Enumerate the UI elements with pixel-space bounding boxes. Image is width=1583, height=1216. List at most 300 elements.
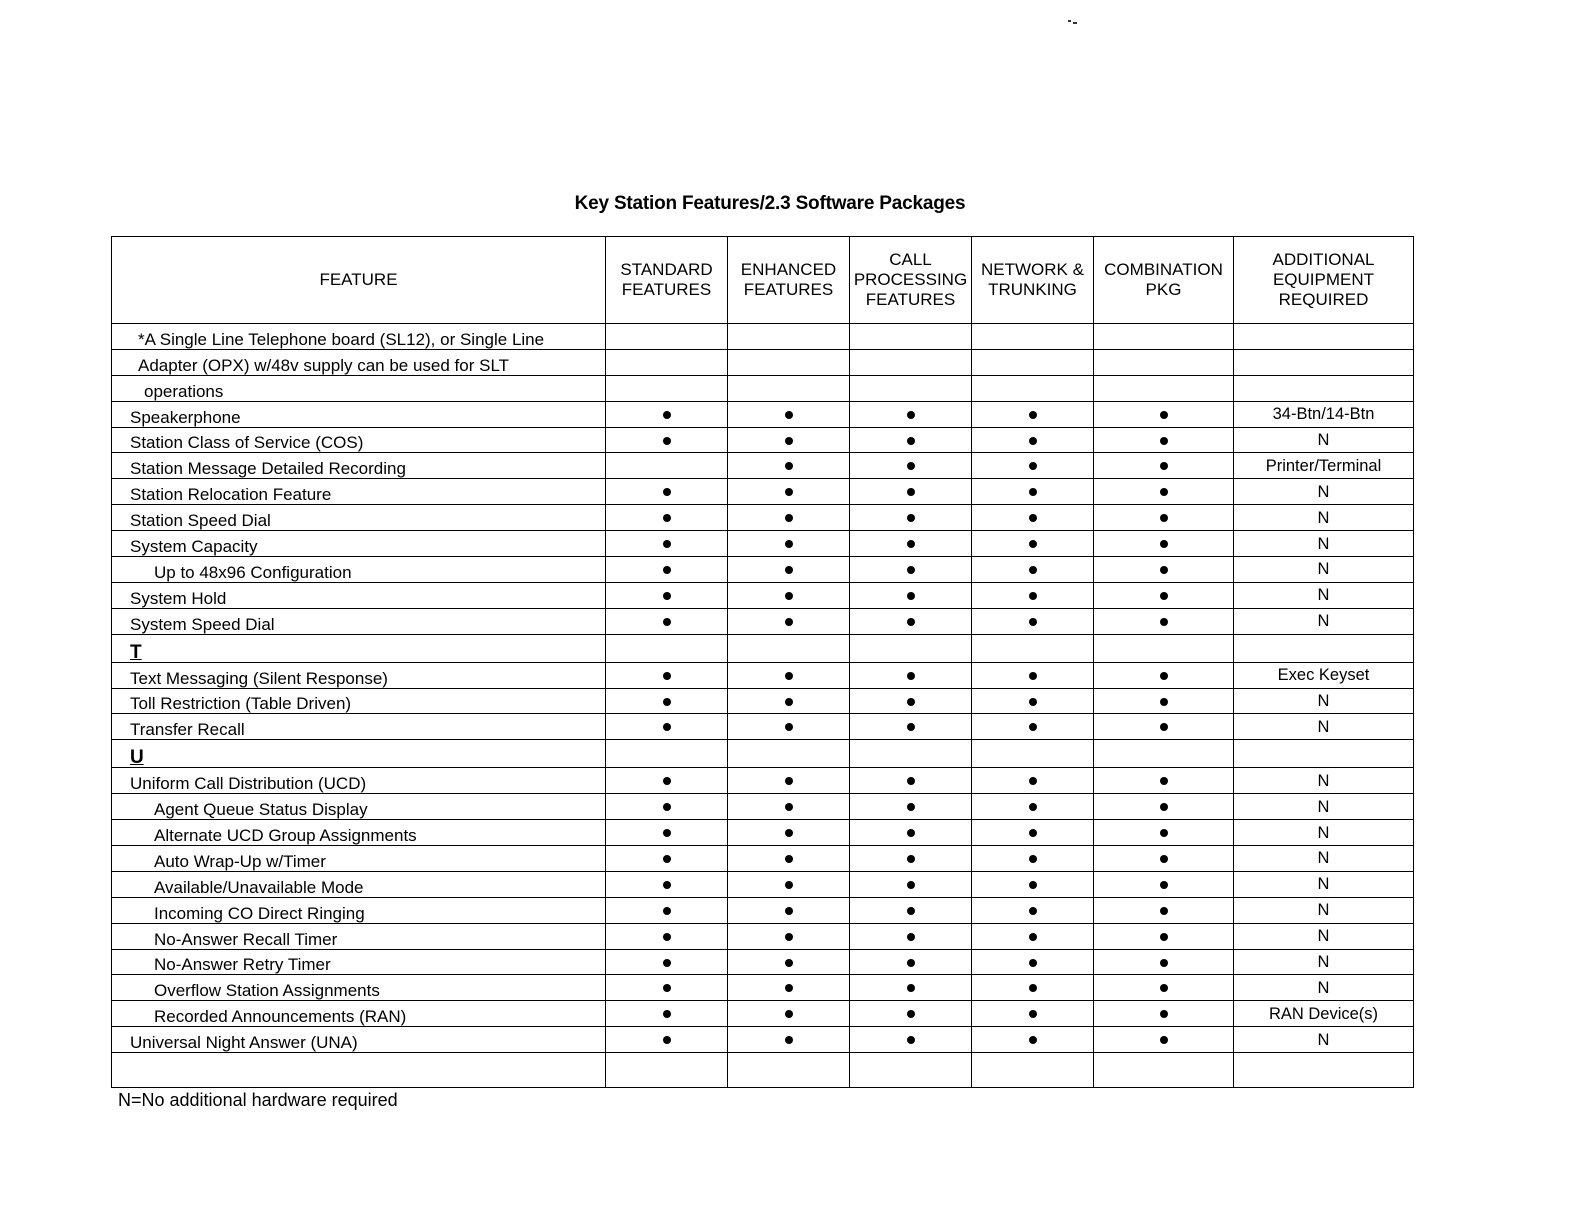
bullet-icon	[663, 540, 671, 548]
mark-cell-call	[850, 505, 972, 531]
empty-cell	[1234, 634, 1414, 662]
bullet-icon	[907, 411, 915, 419]
bullet-icon	[1160, 959, 1168, 967]
bullet-icon	[1029, 959, 1037, 967]
bullet-icon	[785, 618, 793, 626]
mark-cell-network	[972, 479, 1094, 505]
header-row	[112, 237, 1414, 324]
feature-row	[112, 531, 1414, 557]
equipment-required: N	[1234, 846, 1414, 872]
empty-cell	[850, 634, 972, 662]
bullet-icon	[785, 829, 793, 837]
mark-cell-network	[972, 768, 1094, 794]
mark-cell-combination	[1094, 479, 1234, 505]
mark-cell-network	[972, 949, 1094, 975]
mark-cell-network	[972, 923, 1094, 949]
mark-cell-network	[972, 794, 1094, 820]
feature-row	[112, 557, 1414, 583]
mark-cell-call	[850, 531, 972, 557]
bullet-icon	[907, 984, 915, 992]
bullet-icon	[785, 514, 793, 522]
mark-cell-combination	[1094, 531, 1234, 557]
mark-cell-combination	[1094, 768, 1234, 794]
feature-name: System Capacity	[112, 531, 606, 557]
bullet-icon	[785, 777, 793, 785]
mark-cell-call	[850, 427, 972, 453]
mark-cell-standard	[606, 427, 728, 453]
empty-cell	[972, 375, 1094, 401]
empty-cell	[606, 1053, 728, 1088]
bullet-icon	[785, 462, 793, 470]
empty-cell	[972, 349, 1094, 375]
mark-cell-call	[850, 794, 972, 820]
bullet-icon	[907, 803, 915, 811]
note-row	[112, 324, 1414, 350]
mark-cell-standard	[606, 820, 728, 846]
bullet-icon	[907, 907, 915, 915]
feature-name: No-Answer Retry Timer	[112, 949, 606, 975]
mark-cell-standard	[606, 846, 728, 872]
mark-cell-standard	[606, 1001, 728, 1027]
header-enhanced-line-2: FEATURES	[743, 280, 834, 299]
empty-cell	[972, 1053, 1094, 1088]
bullet-icon	[1160, 933, 1168, 941]
bullet-icon	[907, 959, 915, 967]
feature-name: Available/Unavailable Mode	[112, 871, 606, 897]
empty-cell	[850, 375, 972, 401]
equipment-required: N	[1234, 923, 1414, 949]
empty-cell	[1234, 375, 1414, 401]
header-call-processing	[850, 237, 972, 324]
empty-cell	[972, 634, 1094, 662]
feature-row	[112, 794, 1414, 820]
mark-cell-combination	[1094, 794, 1234, 820]
note-line-2: Adapter (OPX) w/48v supply can be used for SLT	[112, 349, 606, 375]
mark-cell-enhanced	[728, 401, 850, 427]
bullet-icon	[785, 984, 793, 992]
feature-row	[112, 975, 1414, 1001]
mark-cell-combination	[1094, 1001, 1234, 1027]
equipment-required: N	[1234, 505, 1414, 531]
bullet-icon	[1029, 777, 1037, 785]
mark-cell-network	[972, 871, 1094, 897]
feature-name: Universal Night Answer (UNA)	[112, 1027, 606, 1053]
bullet-icon	[1160, 907, 1168, 915]
bullet-icon	[663, 1036, 671, 1044]
feature-name: Alternate UCD Group Assignments	[112, 820, 606, 846]
mark-cell-call	[850, 1001, 972, 1027]
feature-name: Station Relocation Feature	[112, 479, 606, 505]
mark-cell-network	[972, 401, 1094, 427]
equipment-required: N	[1234, 531, 1414, 557]
bullet-icon	[907, 488, 915, 496]
header-enhanced-line-1: ENHANCED	[740, 260, 837, 279]
mark-cell-network	[972, 505, 1094, 531]
equipment-required: N	[1234, 975, 1414, 1001]
bullet-icon	[1029, 855, 1037, 863]
feature-name: Auto Wrap-Up w/Timer	[112, 846, 606, 872]
header-enhanced	[728, 237, 850, 324]
bullet-icon	[785, 1010, 793, 1018]
empty-cell	[1234, 349, 1414, 375]
mark-cell-standard	[606, 662, 728, 688]
bullet-icon	[1029, 698, 1037, 706]
header-network-trunking	[972, 237, 1094, 324]
bullet-icon	[785, 540, 793, 548]
mark-cell-call	[850, 846, 972, 872]
mark-cell-standard	[606, 714, 728, 740]
bullet-icon	[1029, 411, 1037, 419]
header-standard	[606, 237, 728, 324]
mark-cell-network	[972, 975, 1094, 1001]
mark-cell-enhanced	[728, 479, 850, 505]
feature-name: Uniform Call Distribution (UCD)	[112, 768, 606, 794]
empty-cell	[606, 634, 728, 662]
section-letter-row	[112, 740, 1414, 768]
equipment-required: N	[1234, 688, 1414, 714]
bullet-icon	[1029, 437, 1037, 445]
bullet-icon	[663, 592, 671, 600]
empty-cell	[728, 634, 850, 662]
mark-cell-combination	[1094, 401, 1234, 427]
mark-cell-enhanced	[728, 871, 850, 897]
mark-cell-combination	[1094, 662, 1234, 688]
mark-cell-combination	[1094, 975, 1234, 1001]
bullet-icon	[663, 514, 671, 522]
footnote: N=No additional hardware required	[118, 1090, 398, 1110]
bullet-icon	[1160, 672, 1168, 680]
equipment-required: N	[1234, 871, 1414, 897]
bullet-icon	[663, 984, 671, 992]
feature-name: Text Messaging (Silent Response)	[112, 662, 606, 688]
section-letter-row	[112, 634, 1414, 662]
empty-cell	[606, 375, 728, 401]
mark-cell-combination	[1094, 557, 1234, 583]
bullet-icon	[907, 514, 915, 522]
mark-cell-network	[972, 453, 1094, 479]
bullet-icon	[1029, 672, 1037, 680]
mark-cell-enhanced	[728, 427, 850, 453]
mark-cell-enhanced	[728, 453, 850, 479]
bullet-icon	[663, 437, 671, 445]
mark-cell-call	[850, 453, 972, 479]
bullet-icon	[663, 723, 671, 731]
feature-matrix-table	[111, 236, 1414, 1088]
bullet-icon	[785, 959, 793, 967]
mark-cell-combination	[1094, 453, 1234, 479]
empty-cell	[1094, 324, 1234, 350]
bullet-icon	[1160, 803, 1168, 811]
bullet-icon	[785, 933, 793, 941]
mark-cell-call	[850, 975, 972, 1001]
mark-cell-network	[972, 820, 1094, 846]
bullet-icon	[907, 855, 915, 863]
bullet-icon	[1029, 618, 1037, 626]
empty-cell	[1234, 324, 1414, 350]
bullet-icon	[1160, 618, 1168, 626]
mark-cell-call	[850, 949, 972, 975]
mark-cell-combination	[1094, 897, 1234, 923]
mark-cell-standard	[606, 479, 728, 505]
bullet-icon	[1029, 462, 1037, 470]
equipment-required: N	[1234, 768, 1414, 794]
bullet-icon	[785, 672, 793, 680]
bullet-icon	[1160, 566, 1168, 574]
bullet-icon	[785, 411, 793, 419]
mark-cell-network	[972, 427, 1094, 453]
bullet-icon	[907, 723, 915, 731]
mark-cell-enhanced	[728, 794, 850, 820]
feature-row	[112, 1001, 1414, 1027]
mark-cell-enhanced	[728, 582, 850, 608]
bullet-icon	[663, 566, 671, 574]
bullet-icon	[1029, 566, 1037, 574]
bullet-icon	[663, 959, 671, 967]
header-additional-line-1: ADDITIONAL	[1272, 250, 1375, 269]
feature-name: Incoming CO Direct Ringing	[112, 897, 606, 923]
empty-cell	[728, 375, 850, 401]
mark-cell-standard	[606, 897, 728, 923]
mark-cell-call	[850, 401, 972, 427]
feature-row	[112, 820, 1414, 846]
bullet-icon	[785, 592, 793, 600]
mark-cell-combination	[1094, 949, 1234, 975]
feature-row	[112, 505, 1414, 531]
mark-cell-call	[850, 479, 972, 505]
equipment-required: RAN Device(s)	[1234, 1001, 1414, 1027]
bullet-icon	[663, 618, 671, 626]
mark-cell-standard	[606, 557, 728, 583]
feature-row	[112, 897, 1414, 923]
bullet-icon	[1029, 933, 1037, 941]
bullet-icon	[663, 488, 671, 496]
feature-name: System Hold	[112, 582, 606, 608]
bullet-icon	[1160, 411, 1168, 419]
feature-row	[112, 608, 1414, 634]
bullet-icon	[785, 566, 793, 574]
bullet-icon	[907, 698, 915, 706]
mark-cell-enhanced	[728, 608, 850, 634]
feature-name: Station Message Detailed Recording	[112, 453, 606, 479]
empty-cell	[1094, 740, 1234, 768]
feature-row	[112, 714, 1414, 740]
mark-cell-call	[850, 871, 972, 897]
mark-cell-standard	[606, 923, 728, 949]
mark-cell-network	[972, 897, 1094, 923]
feature-row	[112, 479, 1414, 505]
empty-cell	[972, 740, 1094, 768]
bullet-icon	[1029, 907, 1037, 915]
bullet-icon	[907, 437, 915, 445]
bullet-icon	[1160, 514, 1168, 522]
bullet-icon	[907, 592, 915, 600]
page-title: Key Station Features/2.3 Software Packages	[574, 193, 966, 214]
bullet-icon	[1160, 723, 1168, 731]
bullet-icon	[1029, 514, 1037, 522]
mark-cell-combination	[1094, 582, 1234, 608]
empty-cell	[850, 324, 972, 350]
feature-row	[112, 582, 1414, 608]
empty-cell	[112, 1053, 606, 1088]
mark-cell-standard	[606, 794, 728, 820]
mark-cell-standard	[606, 505, 728, 531]
bullet-icon	[1029, 592, 1037, 600]
bullet-icon	[785, 881, 793, 889]
bullet-icon	[1160, 592, 1168, 600]
mark-cell-enhanced	[728, 846, 850, 872]
feature-name: Agent Queue Status Display	[112, 794, 606, 820]
empty-cell	[728, 349, 850, 375]
mark-cell-call	[850, 662, 972, 688]
header-combination-line-2: PKG	[1145, 280, 1182, 299]
mark-cell-standard	[606, 608, 728, 634]
matrix-body	[112, 324, 1414, 1088]
mark-cell-standard	[606, 1027, 728, 1053]
mark-cell-call	[850, 820, 972, 846]
mark-cell-call	[850, 582, 972, 608]
bullet-icon	[663, 855, 671, 863]
feature-row	[112, 923, 1414, 949]
mark-cell-enhanced	[728, 714, 850, 740]
bullet-icon	[785, 855, 793, 863]
bullet-icon	[907, 933, 915, 941]
empty-cell	[850, 349, 972, 375]
bullet-icon	[1160, 855, 1168, 863]
bullet-icon	[907, 540, 915, 548]
bullet-icon	[1160, 984, 1168, 992]
note-row	[112, 375, 1414, 401]
feature-row	[112, 401, 1414, 427]
feature-row	[112, 846, 1414, 872]
mark-cell-enhanced	[728, 505, 850, 531]
header-standard-line-2: FEATURES	[621, 280, 712, 299]
bullet-icon	[663, 672, 671, 680]
header-standard-line-1: STANDARD	[620, 260, 713, 279]
feature-name: Up to 48x96 Configuration	[112, 557, 606, 583]
feature-name: Station Class of Service (COS)	[112, 427, 606, 453]
feature-row	[112, 871, 1414, 897]
mark-cell-network	[972, 1027, 1094, 1053]
mark-cell-combination	[1094, 820, 1234, 846]
bullet-icon	[907, 566, 915, 574]
mark-cell-combination	[1094, 846, 1234, 872]
empty-cell	[728, 740, 850, 768]
feature-name: System Speed Dial	[112, 608, 606, 634]
feature-name: Station Speed Dial	[112, 505, 606, 531]
feature-name: Overflow Station Assignments	[112, 975, 606, 1001]
bullet-icon	[1160, 488, 1168, 496]
bullet-icon	[1160, 881, 1168, 889]
equipment-required: N	[1234, 820, 1414, 846]
bullet-icon	[1160, 1036, 1168, 1044]
mark-cell-standard	[606, 949, 728, 975]
header-call-line-2: PROCESSING	[853, 270, 968, 289]
bullet-icon	[663, 829, 671, 837]
bullet-icon	[785, 803, 793, 811]
equipment-required: N	[1234, 608, 1414, 634]
equipment-required: N	[1234, 897, 1414, 923]
header-call-line-3: FEATURES	[865, 290, 956, 309]
mark-cell-enhanced	[728, 557, 850, 583]
bullet-icon	[1029, 881, 1037, 889]
bullet-icon	[907, 1010, 915, 1018]
header-feature-label: FEATURE	[319, 270, 398, 289]
empty-cell	[1094, 349, 1234, 375]
bullet-icon	[785, 907, 793, 915]
mark-cell-enhanced	[728, 768, 850, 794]
bullet-icon	[785, 1036, 793, 1044]
feature-name: Transfer Recall	[112, 714, 606, 740]
mark-cell-standard	[606, 531, 728, 557]
empty-cell	[1234, 1053, 1414, 1088]
equipment-required: N	[1234, 794, 1414, 820]
mark-cell-call	[850, 608, 972, 634]
bullet-icon	[785, 437, 793, 445]
bullet-icon	[785, 723, 793, 731]
bullet-icon	[907, 777, 915, 785]
empty-cell	[728, 1053, 850, 1088]
bullet-icon	[1160, 777, 1168, 785]
mark-cell-standard	[606, 975, 728, 1001]
feature-name: No-Answer Recall Timer	[112, 923, 606, 949]
mark-cell-call	[850, 923, 972, 949]
mark-cell-standard	[606, 768, 728, 794]
mark-cell-enhanced	[728, 662, 850, 688]
empty-cell	[850, 740, 972, 768]
mark-cell-network	[972, 557, 1094, 583]
scan-speck	[1068, 20, 1071, 22]
equipment-required: N	[1234, 427, 1414, 453]
bullet-icon	[907, 462, 915, 470]
mark-cell-combination	[1094, 923, 1234, 949]
bullet-icon	[907, 672, 915, 680]
mark-cell-enhanced	[728, 949, 850, 975]
bullet-icon	[1029, 1036, 1037, 1044]
bullet-icon	[663, 803, 671, 811]
equipment-required: 34-Btn/14-Btn	[1234, 401, 1414, 427]
feature-name: Toll Restriction (Table Driven)	[112, 688, 606, 714]
mark-cell-network	[972, 662, 1094, 688]
empty-cell	[972, 324, 1094, 350]
equipment-required: N	[1234, 479, 1414, 505]
empty-cell	[1094, 634, 1234, 662]
bullet-icon	[1029, 1010, 1037, 1018]
mark-cell-network	[972, 846, 1094, 872]
mark-cell-standard	[606, 871, 728, 897]
feature-name: Speakerphone	[112, 401, 606, 427]
mark-cell-enhanced	[728, 975, 850, 1001]
mark-cell-enhanced	[728, 897, 850, 923]
header-feature	[112, 237, 606, 324]
header-additional-line-3: REQUIRED	[1278, 290, 1369, 309]
feature-row	[112, 427, 1414, 453]
bullet-icon	[663, 411, 671, 419]
bullet-icon	[663, 881, 671, 889]
bullet-icon	[1160, 1010, 1168, 1018]
mark-cell-call	[850, 557, 972, 583]
bullet-icon	[1160, 698, 1168, 706]
section-letter: T	[112, 634, 606, 662]
bullet-icon	[785, 488, 793, 496]
empty-cell	[1094, 1053, 1234, 1088]
empty-cell	[728, 324, 850, 350]
feature-row	[112, 662, 1414, 688]
mark-cell-standard	[606, 453, 728, 479]
mark-cell-combination	[1094, 608, 1234, 634]
mark-cell-network	[972, 531, 1094, 557]
mark-cell-network	[972, 1001, 1094, 1027]
mark-cell-enhanced	[728, 688, 850, 714]
